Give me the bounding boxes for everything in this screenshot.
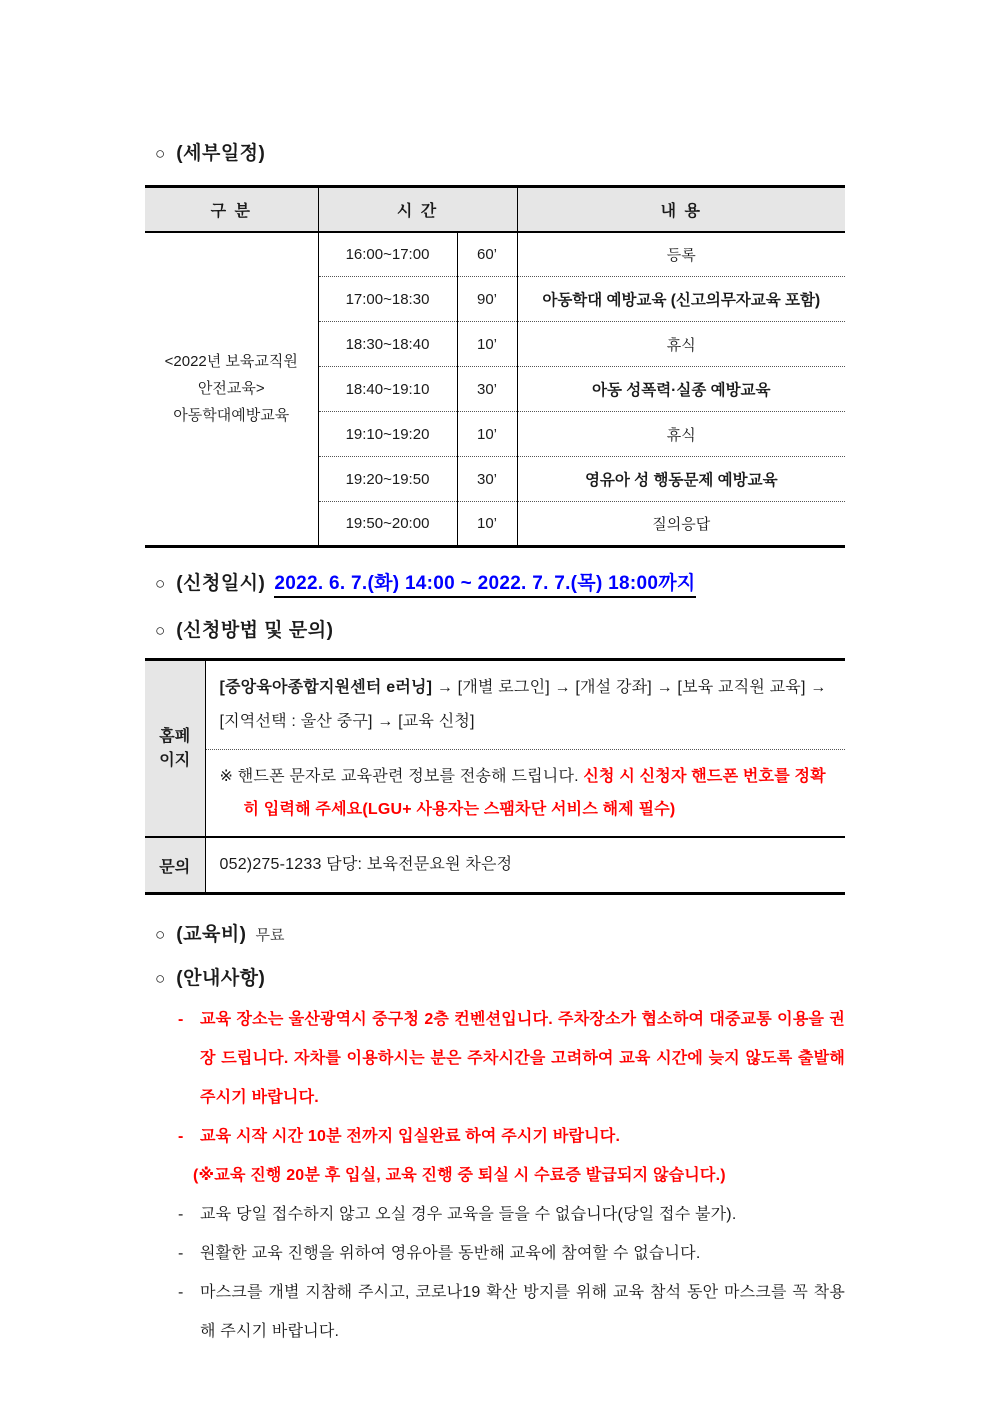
time-cell: 18:30~18:40 <box>318 322 457 367</box>
homepage-row <box>145 660 845 750</box>
inquiry-label-cell: 문의 <box>145 837 205 894</box>
duration-cell: 90’ <box>457 277 517 322</box>
notice-list <box>145 1000 845 1351</box>
time-cell: 16:00~17:00 <box>318 232 457 277</box>
time-cell: 18:40~19:10 <box>318 367 457 412</box>
homepage-label: 홈페이지 <box>159 727 191 769</box>
notice-item-parenthetical <box>193 1156 845 1195</box>
section-title-notice: (안내사항) <box>176 968 266 989</box>
content-cell: 휴식 <box>517 412 845 457</box>
content-cell: 휴식 <box>517 322 845 367</box>
duration-cell: 10’ <box>457 322 517 367</box>
homepage-note-cell <box>205 750 845 838</box>
notice-text: 교육 당일 접수하지 않고 오실 경우 교육을 들을 수 없습니다(당일 접수 불가). <box>200 1206 737 1223</box>
schedule-row <box>145 232 845 277</box>
time-cell: 19:20~19:50 <box>318 457 457 502</box>
header-content: 내 용 <box>517 187 845 232</box>
notice-item <box>178 1195 845 1234</box>
category-line: 안전교육> <box>197 380 265 398</box>
circle-bullet-icon: ○ <box>155 574 166 593</box>
homepage-note-row <box>145 750 845 838</box>
schedule-header-row <box>145 187 845 232</box>
time-cell: 19:50~20:00 <box>318 502 457 547</box>
notice-text: 마스크를 개별 지참해 주시고, 코로나19 확산 방지를 위해 교육 참석 동안 마스크를 꼭 착용해 주시기 바랍니다. <box>200 1284 845 1340</box>
section-title-fee: (교육비) <box>176 924 247 945</box>
dash-mark: - <box>178 1245 184 1262</box>
circle-bullet-icon: ○ <box>155 621 166 640</box>
notice-text: 교육 장소는 울산광역시 중구청 2층 컨벤션입니다. 주차장소가 협소하여 대중교통 이용을 권장 드립니다. 자차를 이용하시는 분은 주차시간을 고려하여 교육 시간에 늦지 않도록 출발해주시기 바랍니다. <box>200 1011 845 1106</box>
dash-mark: - <box>178 1011 184 1028</box>
circle-bullet-icon: ○ <box>155 925 166 944</box>
duration-cell: 60’ <box>457 232 517 277</box>
category-line: 아동학대예방교육 <box>173 407 290 425</box>
dash-mark: - <box>178 1284 184 1301</box>
duration-cell: 30’ <box>457 457 517 502</box>
category-line: <2022년 보육교직원 <box>164 353 298 371</box>
note-black-text: ※ 핸드폰 문자로 교육관련 정보를 전송해 드립니다. <box>219 768 584 785</box>
homepage-path-cell <box>205 660 845 750</box>
apply-period-value: 2022. 6. 7.(화) 14:00 ~ 2022. 7. 7.(목) 18:00까지 <box>274 568 695 598</box>
homepage-note <box>220 760 840 826</box>
circle-bullet-icon: ○ <box>155 144 166 163</box>
section-title-apply-time: (신청일시) <box>176 573 266 594</box>
circle-bullet-icon: ○ <box>155 969 166 988</box>
time-cell: 17:00~18:30 <box>318 277 457 322</box>
contact-table <box>145 658 845 895</box>
category-cell <box>145 232 318 547</box>
duration-cell: 30’ <box>457 367 517 412</box>
notice-item <box>178 1273 845 1351</box>
content-cell: 영유아 성 행동문제 예방교육 <box>517 457 845 502</box>
notice-item <box>178 1234 845 1273</box>
section-title-schedule: (세부일정) <box>176 143 266 164</box>
fee-line <box>155 919 845 946</box>
dash-mark: - <box>178 1206 184 1223</box>
homepage-path-lead: [중앙육아종합지원센터 e러닝] <box>219 679 433 696</box>
apply-method-heading <box>155 615 845 642</box>
content-cell: 아동 성폭력·실종 예방교육 <box>517 367 845 412</box>
schedule-table <box>145 185 845 548</box>
content-cell: 질의응답 <box>517 502 845 547</box>
homepage-path-rest: → [개별 로그인] → [개설 강좌] → [보육 교직원 교육] → [지역선택 : 울산 중구] → [교육 신청] <box>219 679 827 730</box>
section-detail-schedule-heading <box>155 138 845 165</box>
dash-mark: - <box>178 1128 184 1145</box>
content-cell: 등록 <box>517 232 845 277</box>
duration-cell: 10’ <box>457 502 517 547</box>
notice-text: 원활한 교육 진행을 위하여 영유아를 동반해 교육에 참여할 수 없습니다. <box>200 1245 701 1262</box>
inquiry-row <box>145 837 845 894</box>
duration-cell: 10’ <box>457 412 517 457</box>
fee-value: 무료 <box>255 927 285 944</box>
section-title-apply-method: (신청방법 및 문의) <box>176 620 334 641</box>
inquiry-value-cell: 052)275-1233 담당: 보육전문요원 차은정 <box>205 837 845 894</box>
content-cell: 아동학대 예방교육 (신고의무자교육 포함) <box>517 277 845 322</box>
time-cell: 19:10~19:20 <box>318 412 457 457</box>
homepage-label-cell <box>145 660 205 838</box>
header-category: 구 분 <box>145 187 318 232</box>
notice-text: (※교육 진행 20분 후 입실, 교육 진행 중 퇴실 시 수료증 발급되지 않습니다.) <box>193 1167 726 1184</box>
notice-item <box>178 1000 845 1117</box>
notice-text: 교육 시작 시간 10분 전까지 입실완료 하여 주시기 바랍니다. <box>200 1128 621 1145</box>
header-time: 시 간 <box>318 187 517 232</box>
notice-heading <box>155 963 845 990</box>
notice-item <box>178 1117 845 1156</box>
apply-period-line <box>155 568 845 598</box>
note-red-text: 신청 시 신청자 핸드폰 번호를 정확히 입력해 주세요(LGU+ 사용자는 스팸차단 서비스 해제 필수) <box>243 768 826 818</box>
